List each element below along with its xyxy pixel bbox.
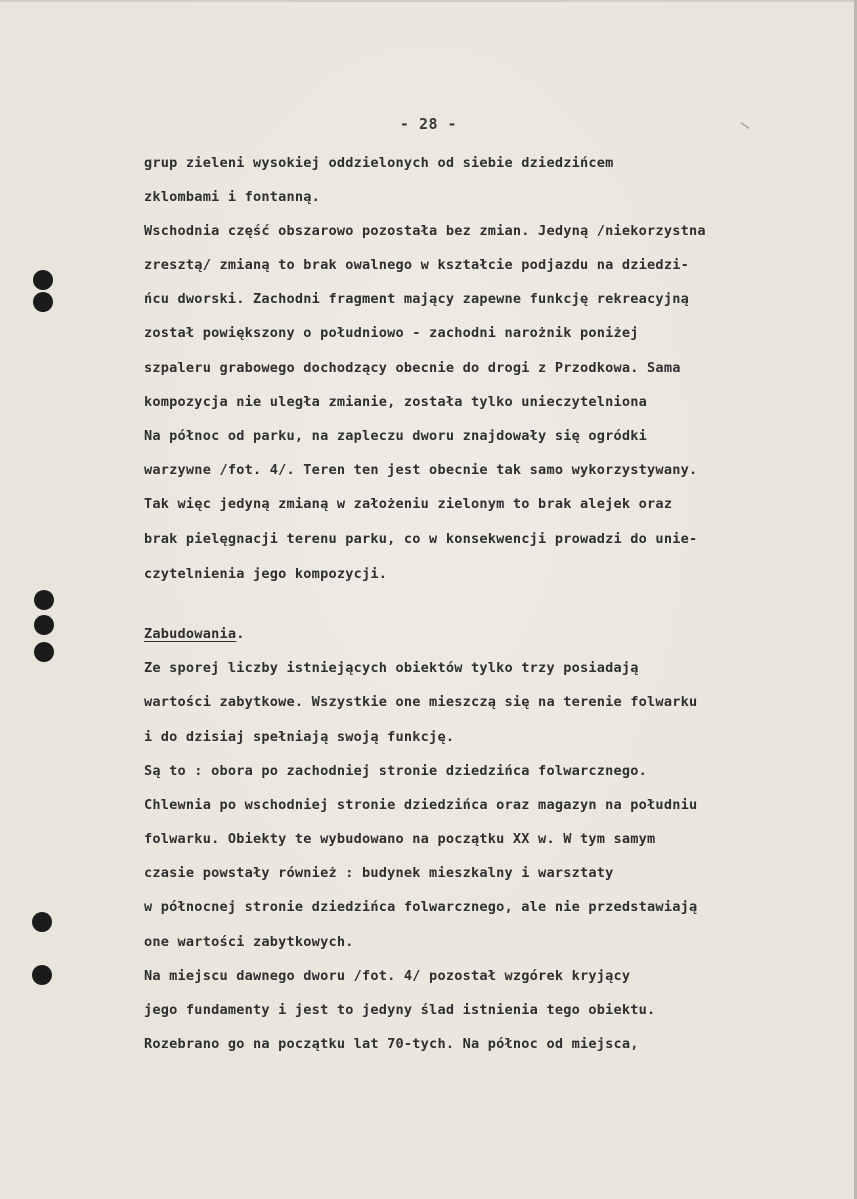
text-line: Chlewnia po wschodniej stronie dziedzińca oraz magazyn na południu (144, 797, 698, 813)
page-edge-top (0, 0, 857, 2)
text-line: brak pielęgnacji terenu parku, co w konsekwencji prowadzi do unie- (144, 531, 698, 547)
punch-hole-2 (33, 292, 53, 312)
text-line: został powiększony o południowo - zachodni narożnik poniżej (144, 325, 639, 341)
section-heading (144, 626, 245, 642)
punch-hole-6 (32, 912, 52, 932)
text-line: w północnej stronie dziedzińca folwarcznego, ale nie przedstawiają (144, 899, 698, 915)
text-line: zresztą/ zmianą to brak owalnego w kształcie podjazdu na dziedzi- (144, 257, 689, 273)
text-line: warzywne /fot. 4/. Teren ten jest obecnie tak samo wykorzystywany. (144, 462, 698, 478)
punch-hole-4 (34, 615, 54, 635)
page-number: - 28 - (399, 115, 458, 133)
text-line: Ze sporej liczby istniejących obiektów tylko trzy posiadają (144, 660, 639, 676)
text-line: Rozebrano go na początku lat 70-tych. Na północ od miejsca, (144, 1036, 639, 1052)
text-line: folwarku. Obiekty te wybudowano na początku XX w. W tym samym (144, 831, 656, 847)
text-line: czasie powstały również : budynek mieszkalny i warsztaty (144, 865, 614, 881)
text-line: one wartości zabytkowych. (144, 934, 354, 950)
text-line: Są to : obora po zachodniej stronie dziedzińca folwarcznego. (144, 763, 648, 779)
punch-hole-3 (34, 590, 54, 610)
section-heading-suffix: . (236, 626, 245, 642)
text-line: Na północ od parku, na zapleczu dworu znajdowały się ogródki (144, 428, 648, 444)
punch-hole-5 (34, 642, 54, 662)
text-line: szpaleru grabowego dochodzący obecnie do drogi z Przodkowa. Sama (144, 360, 681, 376)
text-line: ńcu dworski. Zachodni fragment mający zapewne funkcję rekreacyjną (144, 291, 689, 307)
section-heading-text: Zabudowania (144, 626, 237, 642)
text-line: grup zieleni wysokiej oddzielonych od siebie dziedzińcem (144, 155, 614, 171)
text-line: jego fundamenty i jest to jedyny ślad istnienia tego obiektu. (144, 1002, 656, 1018)
text-line: Wschodnia część obszarowo pozostała bez zmian. Jedyną /niekorzystna (144, 223, 706, 239)
text-line: kompozycja nie uległa zmianie, została tylko unieczytelniona (144, 394, 648, 410)
text-line: Na miejscu dawnego dworu /fot. 4/ pozostał wzgórek kryjący (144, 968, 631, 984)
text-line: i do dzisiaj spełniają swoją funkcję. (144, 729, 455, 745)
punch-hole-1 (33, 270, 53, 290)
punch-hole-7 (32, 965, 52, 985)
text-line: wartości zabytkowe. Wszystkie one mieszczą się na terenie folwarku (144, 694, 698, 710)
text-line: Tak więc jedyną zmianą w założeniu zielonym to brak alejek oraz (144, 496, 673, 512)
text-line: zklombami i fontanną. (144, 189, 321, 205)
text-line: czytelnienia jego kompozycji. (144, 566, 388, 582)
